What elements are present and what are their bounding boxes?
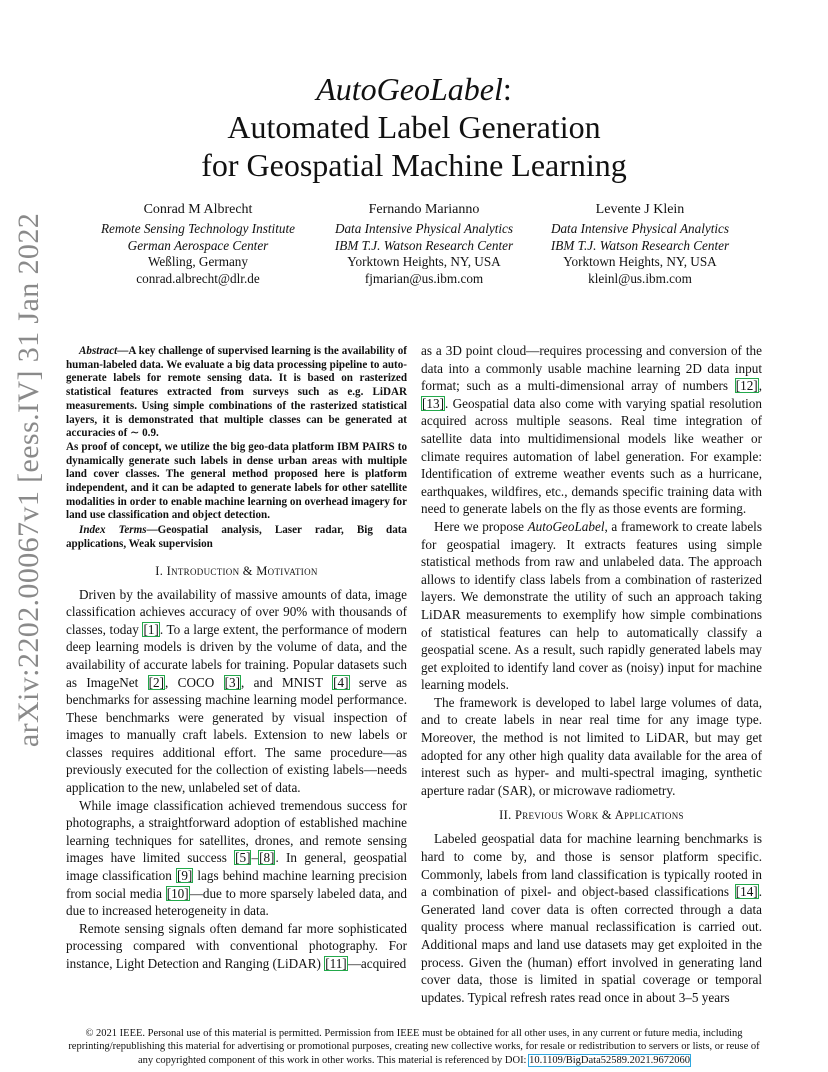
citation-link[interactable]: [10] xyxy=(166,885,189,901)
paragraph: as a 3D point cloud—requires processing and conversion of the data into a commonly usable machine learning 2D data input format; such as a multi-dimensional array of numbers [12], [13]. Geospatial data also come with varying spatial resolution acquired across multiple seasons. Real time integration of satellite data into multidimensional models like weather or climate requires automation of label generation. For example: Identification of extreme weather events such as a hurricane, earthquakes, wildfires, etc., demands specific training data with need to generate labels on the fly as those events are forming. xyxy=(421,343,762,517)
paragraph: The framework is developed to label large volumes of data, and to create labels in near real time for any image type. Moreover, the method is not limited to LiDAR, but may get adopted for any other high quality data available for the area of interest such as hyper- and multi-spectral imaging, synthetic aperture radar (SAR), or microwave radiometry. xyxy=(421,694,762,798)
abstract-lead: Abstract xyxy=(79,345,118,357)
abstract-text-2: As proof of concept, we utilize the big geo-data platform IBM PAIRS to dynamically generate such labels in dense urban areas with multiple land cover classes. The general method proposed here is platform independent, and it can be adapted to generate labels for other satellite modalities in order to enable machine learning on overhead imagery for land use classification and object detection. xyxy=(66,440,407,522)
citation-link[interactable]: [12] xyxy=(735,378,758,394)
author-block-2 xyxy=(304,202,544,287)
citation-link[interactable]: [4] xyxy=(333,674,349,690)
prior-work-text xyxy=(421,830,762,1006)
citation-link[interactable]: [3] xyxy=(224,674,241,690)
citation-link[interactable]: [11] xyxy=(325,956,347,972)
author-affiliation: IBM T.J. Watson Research Center xyxy=(334,237,514,253)
doi-link[interactable]: 10.1109/BigData52589.2021.9672060 xyxy=(529,1054,691,1066)
arxiv-side-label: arXiv:2202.00067v1 [eess.IV] 31 Jan 2022 xyxy=(12,212,45,748)
author-affiliation: Remote Sensing Technology Institute xyxy=(101,221,295,237)
index-terms-lead: Index Terms xyxy=(79,524,147,537)
author-email: kleinl@us.ibm.com xyxy=(588,270,692,286)
citation-link[interactable]: [5] xyxy=(235,850,251,866)
paragraph: Here we propose AutoGeoLabel, a framework to create labels for geospatial imagery. It extracts features using simple statistical methods from raw and unlabeled data. The approach allows to identify class labels from a combination of rasterized layers. We demonstrate the utility of such an approach taking LiDAR measurements to exemplify how simple combinations of statistical features can help to automatically classify a geospatial scene. As a result, such rapidly generated labels may get exploited to identify land cover as (noisy) input for machine learning models. xyxy=(421,518,762,693)
paragraph: While image classification achieved tremendous success for photographs, a straightforward adoption of established machine learning techniques for satellites, drones, and remote sensing images have limited success [5]–[8]. In general, geospatial image classification [9] lags behind machine learning precision from social media [10]—due to more sparsely labeled data, and due to increased heterogeneity in data. xyxy=(66,797,407,919)
author-location: Weßling, Germany xyxy=(147,254,248,270)
citation-link[interactable]: [2] xyxy=(148,674,165,690)
author-affiliation: IBM T.J. Watson Research Center xyxy=(550,237,730,253)
author-location: Yorktown Heights, NY, USA xyxy=(347,254,501,270)
index-terms: —Geospatial analysis, Laser radar, Big data applications, Weak supervision xyxy=(66,524,407,550)
title-line-2: Automated Label Generation xyxy=(227,109,601,145)
framework-name: AutoGeoLabel xyxy=(527,518,605,534)
citation-link[interactable]: [9] xyxy=(176,868,193,884)
section-number: II. xyxy=(499,808,512,823)
title-line-3: for Geospatial Machine Learning xyxy=(201,147,627,183)
author-name: Fernando Marianno xyxy=(368,202,480,217)
citation-link[interactable]: [1] xyxy=(143,621,159,637)
paper-title xyxy=(100,70,728,184)
section-heading-1 xyxy=(66,564,407,579)
citation-link[interactable]: [13] xyxy=(422,395,444,411)
section-title: Introduction & Motivation xyxy=(166,563,318,578)
author-affiliation: Data Intensive Physical Analytics xyxy=(334,221,514,237)
author-affiliation: German Aerospace Center xyxy=(127,237,269,253)
title-colon: : xyxy=(502,71,512,107)
section-number: I. xyxy=(155,563,164,578)
author-affiliation: Data Intensive Physical Analytics xyxy=(550,221,730,237)
abstract xyxy=(66,345,407,552)
paragraph: Labeled geospatial data for machine learning benchmarks is hard to come by, and those is sensor platform specific. Commonly, labels from land classification is typically rooted in a combination of pixel- and object-based classifications [14]. Generated land cover data is often corrected through a data quality process where manual reclassification is carried out. Additional maps and land use datasets may get exploited in the process. Given the (human) effort involved in generating land cover data, those is limited in spatial coverage or temporal updates. Typical refresh rates read once in about 3–5 years xyxy=(421,831,762,1005)
paragraph: Remote sensing signals often demand far more sophisticated processing compared with conventional photography. For instance, Light Detection and Ranging (LiDAR) [11]—acquired xyxy=(66,920,407,972)
copyright-footer xyxy=(60,1027,768,1067)
author-location: Yorktown Heights, NY, USA xyxy=(563,254,717,270)
citation-link[interactable]: [14] xyxy=(735,884,758,900)
section-title: Previous Work & Applications xyxy=(514,808,684,823)
abstract-text: —A key challenge of supervised learning is the availability of human-labeled data. We evaluate a big data processing pipeline to auto-generate labels for remote sensing data. It is based on rasterized statistical features extracted from surveys such as e.g. LiDAR measurements. Using simple combinations of the rasterized statistical layers, it is demonstrated that multiple classes can be generated at accuracies of ∼ 0.9. xyxy=(66,345,407,440)
author-block-3 xyxy=(520,202,760,287)
section-heading-2 xyxy=(421,808,762,823)
title-name: AutoGeoLabel xyxy=(316,71,503,107)
right-column xyxy=(421,342,762,1006)
intro-text xyxy=(66,586,407,973)
right-text xyxy=(421,342,762,799)
paragraph: Driven by the availability of massive amounts of data, image classification achieves accuracy of over 90% with thousands of classes, today [1]. To a large extent, the performance of modern deep learning models is driven by the volume of data, and the availability of accurate labels for training. Popular datasets such as ImageNet [2], COCO [3], and MNIST [4] serve as benchmarks for assessing machine learning model performance. These benchmarks were generated by visual inspection of images to manually craft labels. Extension to new labels or classes requires additional effort. The same procedure—as previously executed for the collection of existing labels—needs application to the new, unlabeled set of data. xyxy=(66,586,407,796)
author-name: Conrad M Albrecht xyxy=(143,202,253,217)
author-name: Levente J Klein xyxy=(595,202,685,217)
author-block-1 xyxy=(78,202,318,287)
author-email: conrad.albrecht@dlr.de xyxy=(136,270,260,286)
citation-link[interactable]: [8] xyxy=(259,850,275,866)
author-email: fjmarian@us.ibm.com xyxy=(364,270,484,286)
copyright-text: © 2021 IEEE. Personal use of this material is permitted. Permission from IEEE must be obtained for all other uses, in any current or future media, including reprinting/republishing this material for advertising or promotional purposes, creating new collective works, for resale or redistribution to servers or lists, or reuse of any copyrighted component of this work in other works. This material is referenced by DOI: xyxy=(68,1028,760,1066)
left-column xyxy=(66,345,407,973)
